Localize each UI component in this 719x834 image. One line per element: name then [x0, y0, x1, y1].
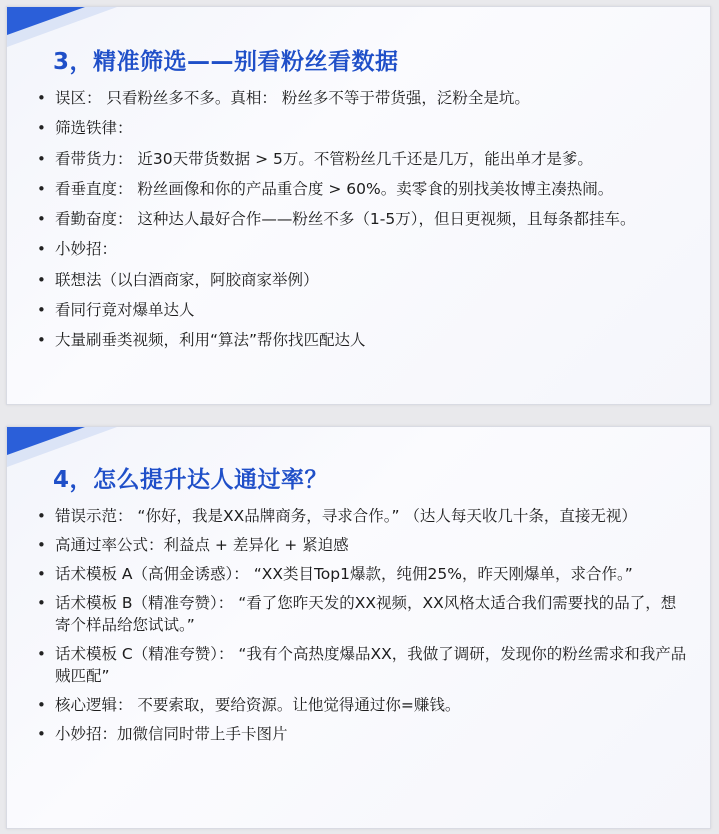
- bullet-icon: •: [37, 89, 46, 107]
- section-card-filter: [6, 6, 711, 405]
- bullet-icon: •: [37, 270, 46, 289]
- section-title: 4，怎么提升达人通过率？: [53, 467, 329, 493]
- bullet-icon: •: [37, 725, 46, 743]
- list-item: • 看勤奋度： 这种达人最好合作——粉丝不多（1-5万），但日更视频，且每条都挂车。: [37, 210, 636, 229]
- bullet-icon: •: [37, 331, 46, 350]
- list-item: • 看垂直度： 粉丝画像和你的产品重合度 > 60%。卖零食的别找美妆博主凑热闹。: [37, 179, 614, 198]
- corner-accent: [7, 7, 85, 35]
- bullet-list: [35, 87, 688, 360]
- list-item: • 核心逻辑： 不要索取，要给资源。让他觉得通过你=赚钱。: [37, 696, 461, 714]
- list-item: • 话术模板 B（精准夸赞）： “看了您昨天发的XX视频，XX风格太适合我们需要找的品了，想寄个样品给您试试。”: [37, 594, 677, 634]
- bullet-icon: •: [37, 507, 46, 525]
- corner-accent: [7, 427, 85, 455]
- bullet-icon: •: [37, 119, 46, 138]
- bullet-icon: •: [37, 645, 46, 663]
- list-item: • 小妙招：: [37, 240, 118, 259]
- bullet-icon: •: [37, 179, 46, 198]
- list-item: • 高通过率公式：利益点 + 差异化 + 紧迫感: [37, 536, 349, 554]
- section-title: 3，精准筛选——别看粉丝看数据: [53, 49, 399, 75]
- bullet-list: [35, 505, 688, 752]
- bullet-icon: •: [37, 594, 46, 612]
- list-item: • 话术模板 C（精准夸赞）： “我有个高热度爆品XX，我做了调研，发现你的粉丝需求和我产品贼匹配”: [37, 645, 687, 685]
- list-item: • 话术模板 A（高佣金诱惑）： “XX类目Top1爆款，纯佣25%，昨天刚爆单，求合作。”: [37, 565, 633, 583]
- list-item: • 错误示范： “你好，我是XX品牌商务，寻求合作。” （达人每天收几十条，直接无视）: [37, 507, 637, 525]
- bullet-icon: •: [37, 696, 46, 714]
- list-item: • 联想法（以白酒商家，阿胶商家举例）: [37, 270, 319, 289]
- bullet-icon: •: [37, 536, 46, 554]
- bullet-icon: •: [37, 301, 46, 320]
- bullet-icon: •: [37, 565, 46, 583]
- list-item: • 大量刷垂类视频，利用“算法”帮你找匹配达人: [37, 331, 366, 350]
- list-item: • 小妙招：加微信同时带上手卡图片: [37, 725, 288, 743]
- section-card-approval-rate: [6, 426, 711, 829]
- bullet-icon: •: [37, 149, 46, 168]
- bullet-icon: •: [37, 240, 46, 259]
- list-item: • 看同行竟对爆单达人: [37, 301, 195, 320]
- bullet-icon: •: [37, 210, 46, 229]
- list-item: • 筛选铁律：: [37, 119, 133, 138]
- list-item: • 误区： 只看粉丝多不多。真相： 粉丝多不等于带货强，泛粉全是坑。: [37, 89, 530, 107]
- list-item: • 看带货力： 近30天带货数据 > 5万。不管粉丝几千还是几万，能出单才是爹。: [37, 149, 593, 168]
